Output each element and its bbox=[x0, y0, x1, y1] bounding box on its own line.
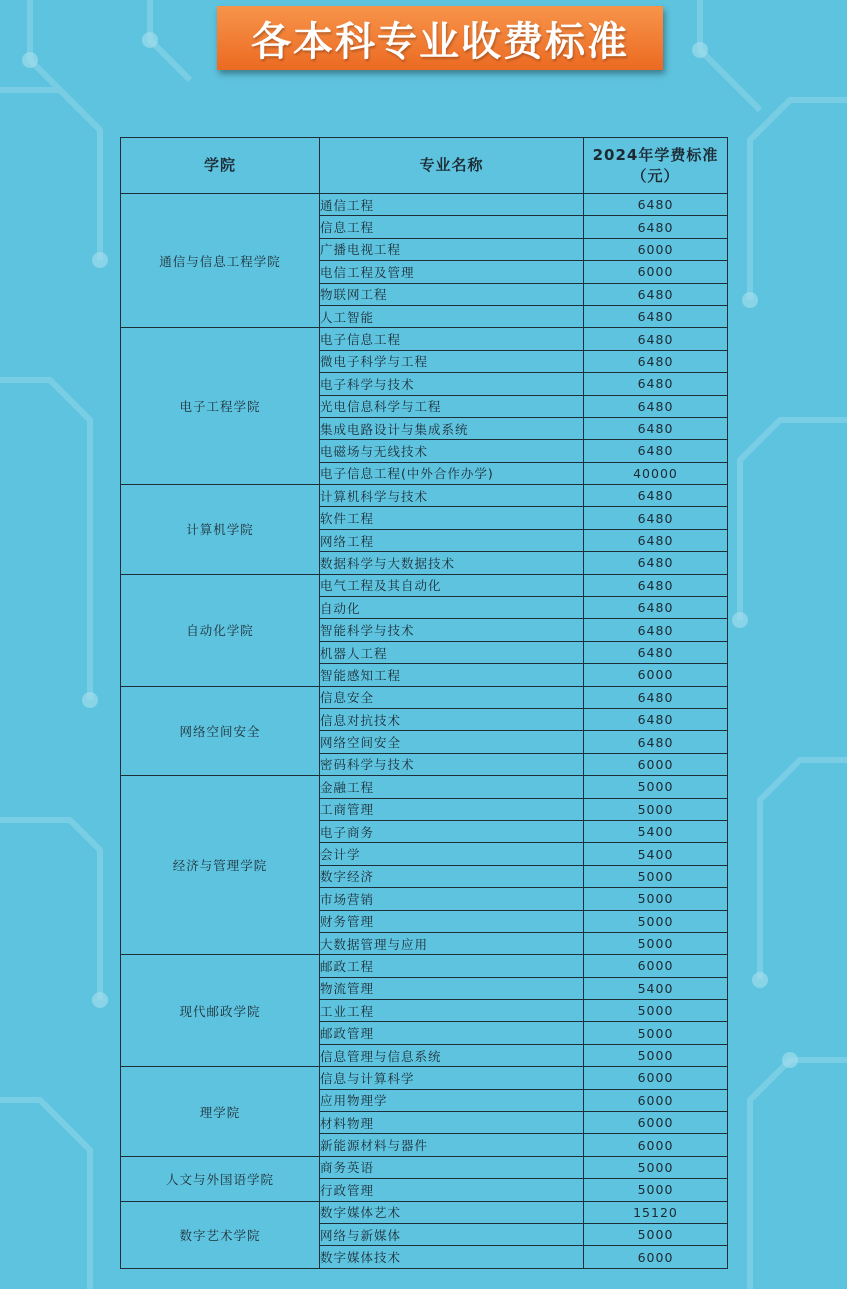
tuition-fee: 6480 bbox=[584, 708, 728, 730]
tuition-fee: 5400 bbox=[584, 977, 728, 999]
college-name: 网络空间安全 bbox=[121, 686, 320, 776]
header-fee: 2024年学费标准（元） bbox=[584, 138, 728, 194]
fee-table-body bbox=[121, 194, 728, 1269]
major-name: 电气工程及其自动化 bbox=[320, 574, 584, 596]
tuition-fee: 6000 bbox=[584, 1246, 728, 1268]
tuition-fee: 5000 bbox=[584, 776, 728, 798]
college-name: 经济与管理学院 bbox=[121, 776, 320, 955]
major-name: 密码科学与技术 bbox=[320, 753, 584, 775]
tuition-fee: 6000 bbox=[584, 955, 728, 977]
tuition-fee: 5000 bbox=[584, 1022, 728, 1044]
tuition-fee: 6480 bbox=[584, 373, 728, 395]
tuition-fee: 5000 bbox=[584, 1044, 728, 1066]
college-name: 自动化学院 bbox=[121, 574, 320, 686]
college-name: 理学院 bbox=[121, 1067, 320, 1157]
major-name: 电子科学与技术 bbox=[320, 373, 584, 395]
major-name: 通信工程 bbox=[320, 194, 584, 216]
college-name: 计算机学院 bbox=[121, 485, 320, 575]
tuition-fee: 6480 bbox=[584, 574, 728, 596]
major-name: 计算机科学与技术 bbox=[320, 485, 584, 507]
tuition-fee: 6480 bbox=[584, 619, 728, 641]
major-name: 大数据管理与应用 bbox=[320, 932, 584, 954]
tuition-fee: 6000 bbox=[584, 238, 728, 260]
tuition-fee: 5000 bbox=[584, 798, 728, 820]
major-name: 财务管理 bbox=[320, 910, 584, 932]
header-college: 学院 bbox=[121, 138, 320, 194]
college-name: 数字艺术学院 bbox=[121, 1201, 320, 1268]
tuition-fee: 15120 bbox=[584, 1201, 728, 1223]
table-row bbox=[121, 955, 728, 977]
tuition-fee: 5400 bbox=[584, 843, 728, 865]
major-name: 软件工程 bbox=[320, 507, 584, 529]
major-name: 数字媒体艺术 bbox=[320, 1201, 584, 1223]
tuition-fee: 6480 bbox=[584, 305, 728, 327]
tuition-fee: 40000 bbox=[584, 462, 728, 484]
major-name: 数字经济 bbox=[320, 865, 584, 887]
major-name: 金融工程 bbox=[320, 776, 584, 798]
table-row bbox=[121, 574, 728, 596]
tuition-fee: 5400 bbox=[584, 820, 728, 842]
table-row bbox=[121, 686, 728, 708]
college-name: 现代邮政学院 bbox=[121, 955, 320, 1067]
tuition-fee: 6480 bbox=[584, 328, 728, 350]
tuition-fee: 6480 bbox=[584, 395, 728, 417]
major-name: 新能源材料与器件 bbox=[320, 1134, 584, 1156]
major-name: 商务英语 bbox=[320, 1156, 584, 1178]
table-row bbox=[121, 1156, 728, 1178]
tuition-fee: 6000 bbox=[584, 261, 728, 283]
major-name: 电磁场与无线技术 bbox=[320, 440, 584, 462]
tuition-fee: 5000 bbox=[584, 1223, 728, 1245]
tuition-fee: 6000 bbox=[584, 1112, 728, 1134]
major-name: 信息与计算科学 bbox=[320, 1067, 584, 1089]
major-name: 物流管理 bbox=[320, 977, 584, 999]
major-name: 物联网工程 bbox=[320, 283, 584, 305]
tuition-fee: 6480 bbox=[584, 216, 728, 238]
tuition-fee: 6480 bbox=[584, 597, 728, 619]
tuition-fee: 6480 bbox=[584, 552, 728, 574]
major-name: 人工智能 bbox=[320, 305, 584, 327]
tuition-fee: 5000 bbox=[584, 1179, 728, 1201]
college-name: 人文与外国语学院 bbox=[121, 1156, 320, 1201]
major-name: 数据科学与大数据技术 bbox=[320, 552, 584, 574]
tuition-fee: 6480 bbox=[584, 417, 728, 439]
major-name: 光电信息科学与工程 bbox=[320, 395, 584, 417]
title-banner bbox=[217, 6, 663, 70]
fee-table bbox=[120, 137, 728, 1269]
major-name: 信息对抗技术 bbox=[320, 708, 584, 730]
major-name: 智能科学与技术 bbox=[320, 619, 584, 641]
major-name: 数字媒体技术 bbox=[320, 1246, 584, 1268]
major-name: 信息管理与信息系统 bbox=[320, 1044, 584, 1066]
major-name: 邮政工程 bbox=[320, 955, 584, 977]
major-name: 网络空间安全 bbox=[320, 731, 584, 753]
major-name: 邮政管理 bbox=[320, 1022, 584, 1044]
major-name: 智能感知工程 bbox=[320, 664, 584, 686]
tuition-fee: 6480 bbox=[584, 440, 728, 462]
tuition-fee: 5000 bbox=[584, 932, 728, 954]
major-name: 电子信息工程(中外合作办学) bbox=[320, 462, 584, 484]
tuition-fee: 6000 bbox=[584, 1067, 728, 1089]
tuition-fee: 5000 bbox=[584, 1156, 728, 1178]
tuition-fee: 6480 bbox=[584, 283, 728, 305]
major-name: 网络工程 bbox=[320, 529, 584, 551]
page-title: 各本科专业收费标准 bbox=[251, 18, 629, 65]
major-name: 材料物理 bbox=[320, 1112, 584, 1134]
tuition-fee: 6480 bbox=[584, 641, 728, 663]
tuition-fee: 6480 bbox=[584, 485, 728, 507]
table-row bbox=[121, 1067, 728, 1089]
major-name: 微电子科学与工程 bbox=[320, 350, 584, 372]
major-name: 广播电视工程 bbox=[320, 238, 584, 260]
tuition-fee: 5000 bbox=[584, 865, 728, 887]
table-row bbox=[121, 328, 728, 350]
tuition-fee: 6000 bbox=[584, 1089, 728, 1111]
tuition-fee: 6480 bbox=[584, 507, 728, 529]
header-row bbox=[121, 138, 728, 194]
tuition-fee: 5000 bbox=[584, 888, 728, 910]
major-name: 工商管理 bbox=[320, 798, 584, 820]
major-name: 电信工程及管理 bbox=[320, 261, 584, 283]
tuition-fee: 6480 bbox=[584, 529, 728, 551]
major-name: 集成电路设计与集成系统 bbox=[320, 417, 584, 439]
major-name: 机器人工程 bbox=[320, 641, 584, 663]
major-name: 信息工程 bbox=[320, 216, 584, 238]
tuition-fee: 6480 bbox=[584, 731, 728, 753]
major-name: 自动化 bbox=[320, 597, 584, 619]
table-row bbox=[121, 776, 728, 798]
major-name: 应用物理学 bbox=[320, 1089, 584, 1111]
major-name: 工业工程 bbox=[320, 1000, 584, 1022]
major-name: 行政管理 bbox=[320, 1179, 584, 1201]
college-name: 电子工程学院 bbox=[121, 328, 320, 485]
tuition-fee: 6480 bbox=[584, 350, 728, 372]
tuition-fee: 5000 bbox=[584, 1000, 728, 1022]
table-row bbox=[121, 1201, 728, 1223]
major-name: 会计学 bbox=[320, 843, 584, 865]
tuition-fee: 6480 bbox=[584, 686, 728, 708]
tuition-fee: 6000 bbox=[584, 1134, 728, 1156]
major-name: 市场营销 bbox=[320, 888, 584, 910]
tuition-fee: 6000 bbox=[584, 753, 728, 775]
major-name: 网络与新媒体 bbox=[320, 1223, 584, 1245]
major-name: 电子信息工程 bbox=[320, 328, 584, 350]
header-major: 专业名称 bbox=[320, 138, 584, 194]
table-row bbox=[121, 485, 728, 507]
tuition-fee: 6000 bbox=[584, 664, 728, 686]
major-name: 信息安全 bbox=[320, 686, 584, 708]
tuition-fee: 5000 bbox=[584, 910, 728, 932]
major-name: 电子商务 bbox=[320, 820, 584, 842]
college-name: 通信与信息工程学院 bbox=[121, 194, 320, 328]
tuition-fee: 6480 bbox=[584, 194, 728, 216]
table-row bbox=[121, 194, 728, 216]
